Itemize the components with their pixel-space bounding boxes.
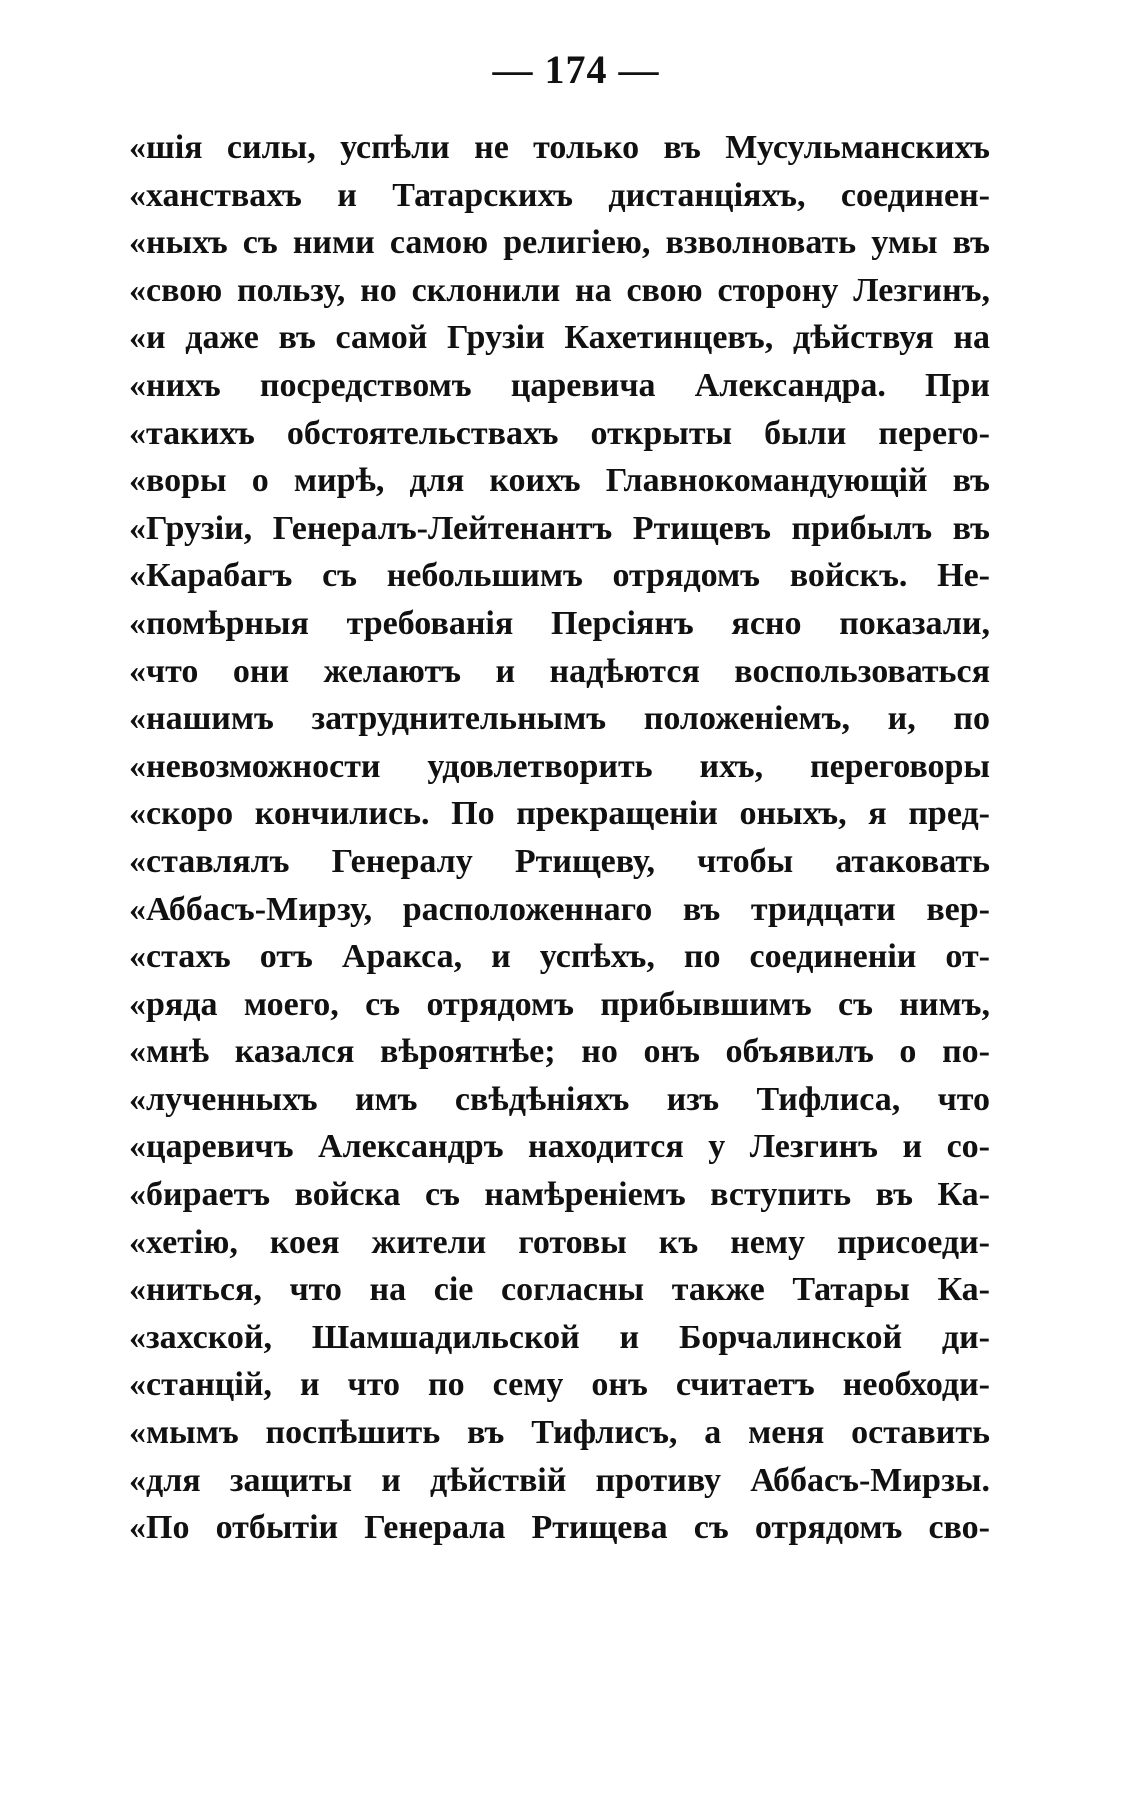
text-line: «ныхъ съ ними самою религіею, взволновать умы въ — [129, 224, 990, 262]
text-line: «помѣрныя требованія Персіянъ ясно показали, — [129, 604, 990, 642]
text-line: «мымъ поспѣшить въ Тифлисъ, а меня оставить — [129, 1414, 990, 1452]
text-line: «нихъ посредствомъ царевича Александра. При — [129, 366, 990, 404]
text-line: «лученныхъ имъ свѣдѣніяхъ изъ Тифлиса, что — [129, 1080, 990, 1118]
body-text — [129, 124, 990, 1552]
text-line: «По отбытіи Генерала Ртищева съ отрядомъ сво- — [129, 1509, 990, 1547]
text-line: «Грузіи, Генералъ-Лейтенантъ Ртищевъ прибылъ въ — [129, 509, 990, 547]
text-line: «невозможности удовлетворить ихъ, переговоры — [129, 747, 990, 785]
text-line: «ниться, что на сіе согласны также Татары Ка- — [129, 1271, 990, 1309]
text-line: «такихъ обстоятельствахъ открыты были перего- — [129, 414, 990, 452]
text-line: «и даже въ самой Грузіи Кахетинцевъ, дѣйствуя на — [129, 319, 990, 357]
text-line: «нашимъ затруднительнымъ положеніемъ, и, по — [129, 700, 990, 738]
text-line: «Карабагъ съ небольшимъ отрядомъ войскъ. Не- — [129, 557, 990, 595]
text-line: «ханствахъ и Татарскихъ дистанціяхъ, соединен- — [129, 176, 990, 214]
page-number: — 174 — — [492, 47, 660, 92]
text-line: «для защиты и дѣйствій противу Аббасъ-Мирзы. — [129, 1461, 990, 1499]
text-line: «мнѣ казался вѣроятнѣе; но онъ объявилъ о по- — [129, 1033, 990, 1071]
text-line: «захской, Шамшадильской и Борчалинской ди- — [129, 1318, 990, 1356]
text-line: «стахъ отъ Аракса, и успѣхъ, по соединеніи от- — [129, 938, 990, 976]
text-line: «бираетъ войска съ намѣреніемъ вступить въ Ка- — [129, 1176, 990, 1214]
text-line: «шія силы, успѣли не только въ Мусульманскихъ — [129, 129, 990, 166]
text-line: «царевичъ Александръ находится у Лезгинъ и со- — [129, 1128, 990, 1166]
text-line: «что они желаютъ и надѣются воспользоваться — [129, 652, 990, 690]
text-line: «Аббасъ-Мирзу, расположеннаго въ тридцати вер- — [129, 890, 990, 928]
text-line: «станцій, и что по сему онъ считаетъ необходи- — [129, 1366, 990, 1404]
text-line: «ряда моего, съ отрядомъ прибывшимъ съ нимъ, — [129, 985, 990, 1023]
text-line: «ставлялъ Генералу Ртищеву, чтобы атаковать — [129, 842, 990, 880]
text-line: «воры о мирѣ, для коихъ Главнокомандующій въ — [129, 462, 990, 500]
text-line: «скоро кончились. По прекращеніи оныхъ, я пред- — [129, 795, 990, 833]
text-line: «хетію, коея жители готовы къ нему присоеди- — [129, 1223, 990, 1261]
text-line: «свою пользу, но склонили на свою сторону Лезгинъ, — [129, 271, 990, 309]
